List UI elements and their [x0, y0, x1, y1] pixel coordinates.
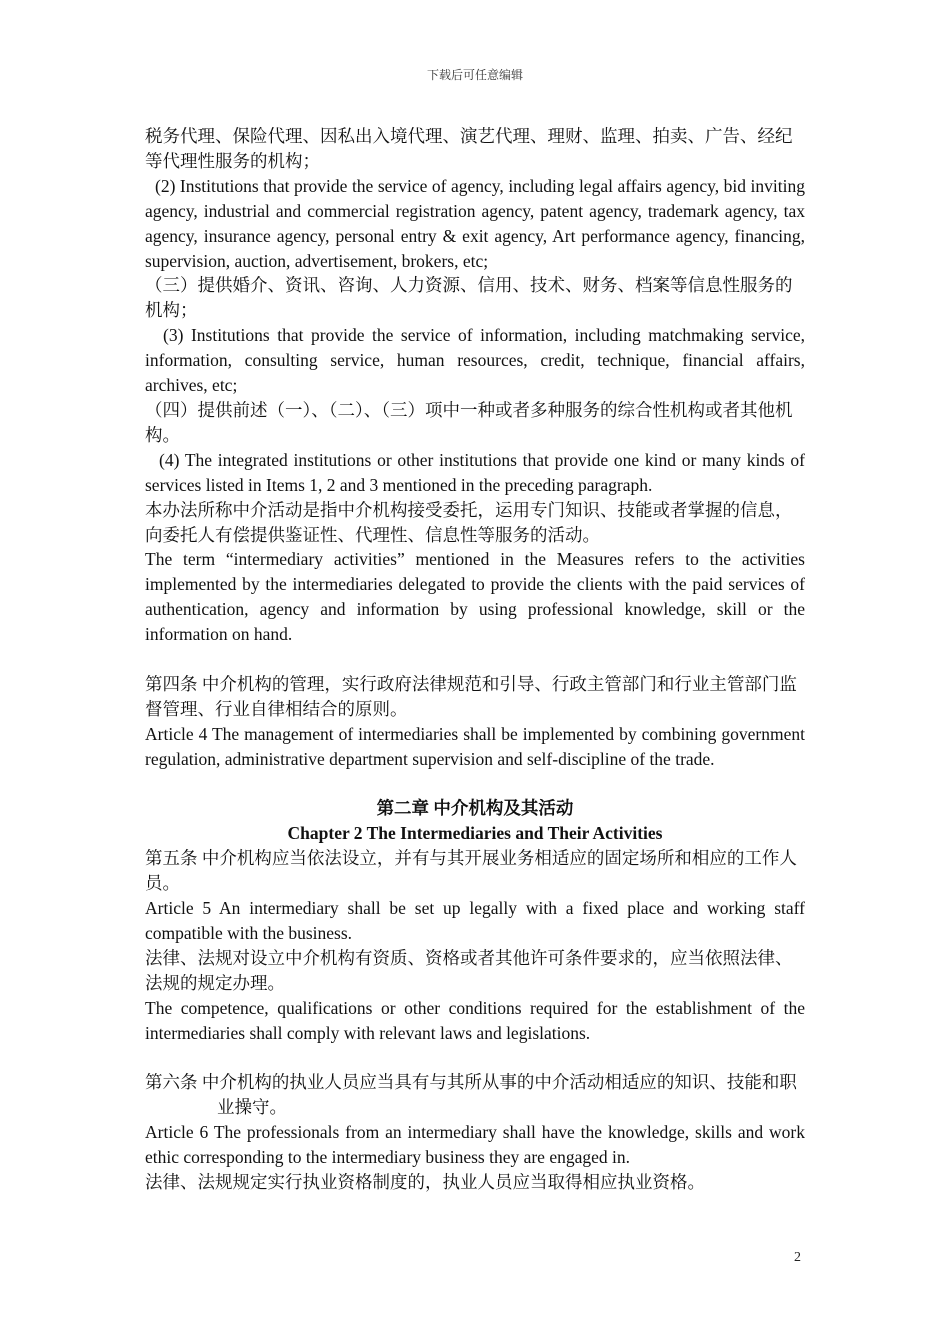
- article-4-en: Article 4 The management of intermediaries shall be implemented by combining government regulation, administrative department supervision and self-discipline of the trade.: [145, 723, 805, 769]
- article-6-zh: 第六条 中介机构的执业人员应当具有与其所从事的中介活动相适应的知识、技能和职业操守。: [145, 1072, 797, 1118]
- paragraph-en: (3) Institutions that provide the service of information, including matchmaking service, information, consulting service, human resources, credit, technique, financial affairs, archives, etc;: [145, 325, 805, 396]
- article-4-zh: 第四条 中介机构的管理，实行政府法律规范和引导、行政主管部门和行业主管部门监督管理、行业自律相结合的原则。: [145, 673, 797, 719]
- paragraph-en: The competence, qualifications or other conditions required for the establishment of the intermediaries shall comply with relevant laws and legislations.: [145, 997, 805, 1043]
- paragraph-zh: 法律、法规对设立中介机构有资质、资格或者其他许可条件要求的，应当依照法律、法规的规定办理。: [145, 947, 793, 993]
- page-header: 下载后可任意编辑: [426, 68, 523, 82]
- article-5-en: Article 5 An intermediary shall be set up legally with a fixed place and working staff compatible with the business.: [145, 898, 805, 943]
- chapter-title-zh: 第二章 中介机构及其活动: [376, 798, 574, 819]
- paragraph-zh: （三）提供婚介、资讯、咨询、人力资源、信用、技术、财务、档案等信息性服务的机构；: [145, 275, 793, 321]
- spacer: [145, 772, 805, 797]
- spacer: [145, 647, 805, 672]
- article-6-en: Article 6 The professionals from an intermediary shall have the knowledge, skills and work ethic corresponding to the intermediary business they are engaged in.: [145, 1122, 805, 1168]
- chapter-title-en: Chapter 2 The Intermediaries and Their Activities: [287, 823, 663, 844]
- paragraph-zh: 法律、法规规定实行执业资格制度的，执业人员应当取得相应执业资格。: [145, 1172, 705, 1193]
- page-number: 2: [794, 1250, 801, 1265]
- paragraph-en: (2) Institutions that provide the service of agency, including legal affairs agency, bid inviting agency, industrial and commercial registration agency, patent agency, trademark agency, tax agency, insurance agency, personal entry & exit agency, Art performance agency, financing, supervision, auction, advertisement, brokers, etc;: [145, 175, 805, 271]
- paragraph-zh: 税务代理、保险代理、因私出入境代理、演艺代理、理财、监理、拍卖、广告、经纪等代理性服务的机构；: [145, 126, 793, 171]
- document-body: [145, 124, 805, 1195]
- paragraph-en: (4) The integrated institutions or other institutions that provide one kind or many kinds of services listed in Items 1, 2 and 3 mentioned in the preceding paragraph.: [145, 449, 805, 495]
- paragraph-zh: （四）提供前述（一）、（二）、（三）项中一种或者多种服务的综合性机构或者其他机构。: [145, 399, 793, 445]
- spacer: [145, 1046, 805, 1071]
- article-5-zh: 第五条 中介机构应当依法设立，并有与其开展业务相适应的固定场所和相应的工作人员。: [145, 848, 797, 894]
- paragraph-zh: 本办法所称中介活动是指中介机构接受委托，运用专门知识、技能或者掌握的信息，向委托人有偿提供鉴证性、代理性、信息性等服务的活动。: [145, 499, 793, 545]
- paragraph-en: The term “intermediary activities” mentioned in the Measures refers to the activities implemented by the intermediaries delegated to provide the clients with the paid services of authentication, agency and information by using professional knowledge, skill or the information on hand.: [145, 549, 805, 645]
